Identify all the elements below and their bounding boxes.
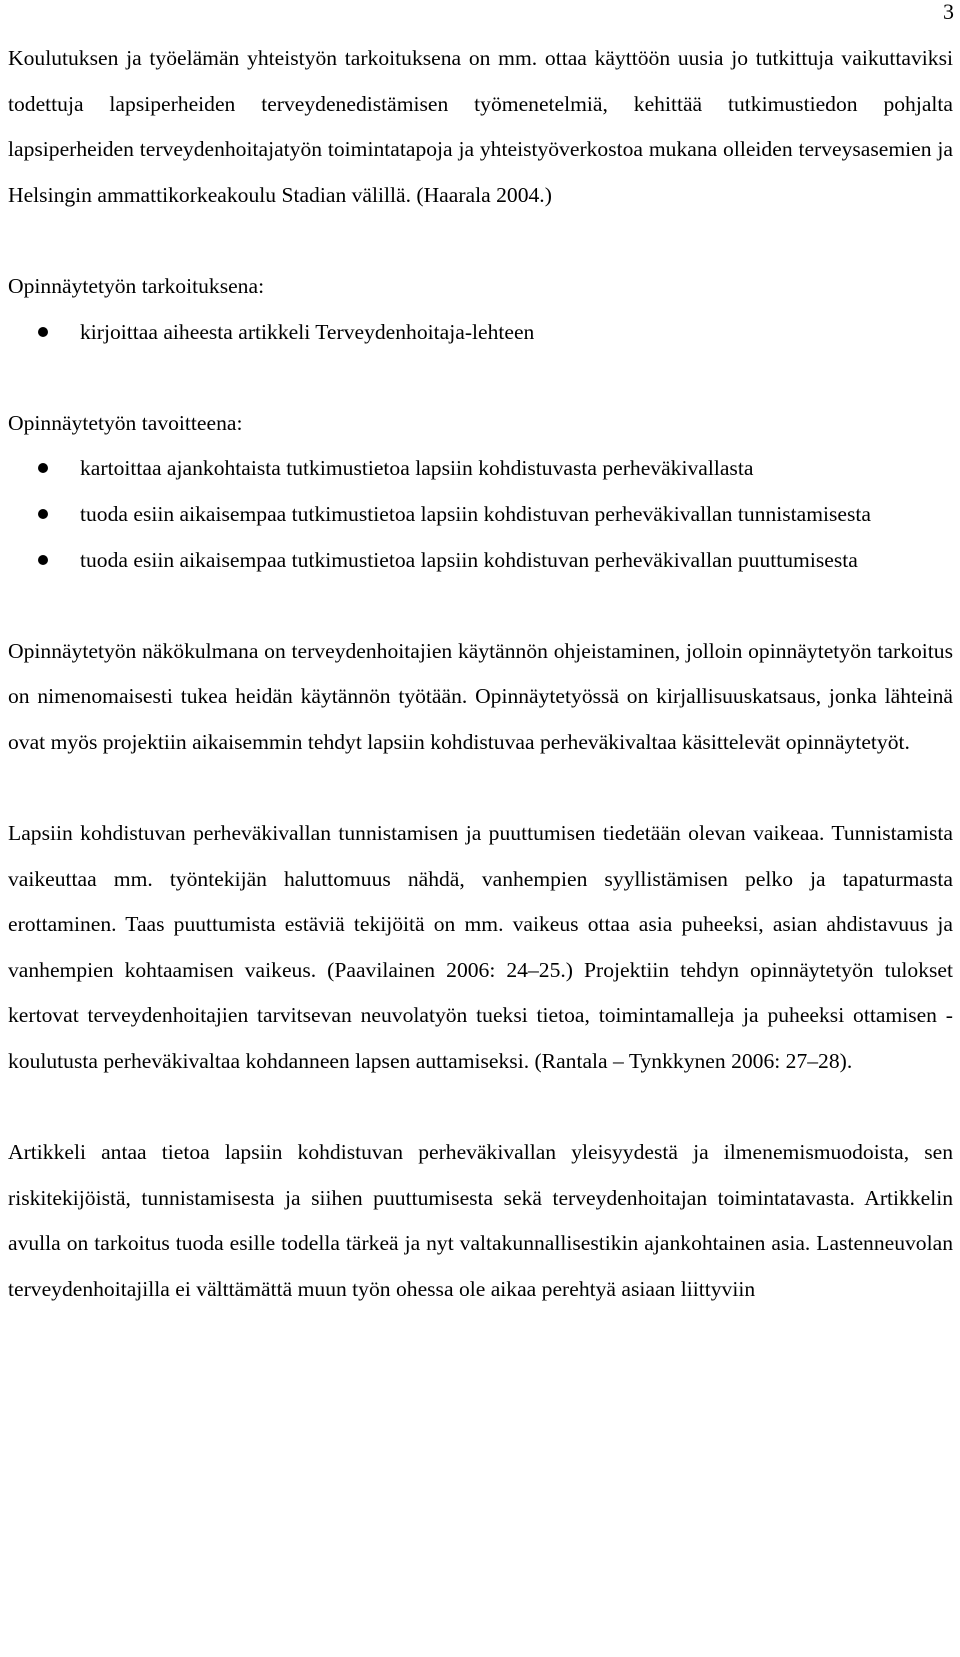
- paragraph-gap: [8, 583, 953, 629]
- paragraph-intro: Koulutuksen ja työelämän yhteistyön tarkoituksena on mm. ottaa käyttöön uusia jo tutkittuja vaikuttaviksi todettuja lapsiperheiden terveydenedistämisen työmenetelmiä, kehittää tutkimustiedon pohjalta lapsiperheiden terveydenhoitajatyön toimintatapoja ja yhteistyöverkostoa mukana olleiden terveysasemien ja Helsingin ammattikorkeakoulu Stadian välillä. (Haarala 2004.): [8, 46, 953, 207]
- goal-heading: Opinnäytetyön tavoitteena:: [8, 410, 243, 435]
- paragraph-article: Artikkeli antaa tietoa lapsiin kohdistuvan perheväkivallan yleisyydestä ja ilmenemismuodoista, sen riskitekijöistä, tunnistamisesta ja siihen puuttumisesta sekä terveydenhoitajan toimintatavasta. Artikkelin avulla on tarkoitus tuoda esille todella tärkeä ja nyt valtakunnallisestikin ajankohtainen asia. Lastenneuvolan terveydenhoitajilla ei välttämättä muun työn ohessa ole aikaa perehtyä asiaan liittyviin: [8, 1140, 953, 1302]
- list-item: [8, 538, 953, 584]
- bullet-icon: [38, 509, 48, 519]
- paragraph-gap: [8, 218, 953, 264]
- document-body: [8, 36, 953, 1313]
- list-item-text: kartoittaa ajankohtaista tutkimustietoa lapsiin kohdistuvasta perheväkivallasta: [80, 456, 754, 481]
- list-item-text: kirjoittaa aiheesta artikkeli Terveydenhoitaja-lehteen: [80, 319, 535, 344]
- list-item-text: tuoda esiin aikaisempaa tutkimustietoa lapsiin kohdistuvan perheväkivallan puuttumisesta: [80, 547, 858, 572]
- list-item: [8, 446, 953, 492]
- purpose-heading: Opinnäytetyön tarkoituksena:: [8, 273, 265, 298]
- bullet-icon: [38, 555, 48, 565]
- paragraph-gap: [8, 355, 953, 401]
- list-item: [8, 492, 953, 538]
- list-item-text: tuoda esiin aikaisempaa tutkimustietoa lapsiin kohdistuvan perheväkivallan tunnistamisesta: [80, 501, 871, 526]
- paragraph-gap: [8, 766, 953, 812]
- page-number: 3: [943, 0, 954, 24]
- list-item: [8, 310, 953, 356]
- purpose-list: [8, 310, 953, 356]
- paragraph-perspective: Opinnäytetyön näkökulmana on terveydenhoitajien käytännön ohjeistaminen, jolloin opinnäytetyön tarkoitus on nimenomaisesti tukea heidän käytännön työtään. Opinnäytetyössä on kirjallisuuskatsaus, jonka lähteinä ovat myös projektiin aikaisemmin tehdyt lapsiin kohdistuvaa perheväkivaltaa käsittelevät opinnäytetyöt.: [8, 638, 953, 754]
- paragraph-difficulty: Lapsiin kohdistuvan perheväkivallan tunnistamisen ja puuttumisen tiedetään olevan vaikeaa. Tunnistamista vaikeuttaa mm. työntekijän haluttomuus nähdä, vanhempien syyllistämisen pelko ja tapaturmasta erottaminen. Taas puuttumista estäviä tekijöitä on mm. vaikeus ottaa asia puheeksi, asian ahdistavuus ja vanhempien kohtaamisen vaikeus. (Paavilainen 2006: 24–25.) Projektiin tehdyn opinnäytetyön tulokset kertovat terveydenhoitajien tarvitsevan neuvolatyön tueksi tietoa, toimintamalleja ja puheeksi ottamisen -koulutusta perheväkivaltaa kohdanneen lapsen auttamiseksi. (Rantala – Tynkkynen 2006: 27–28).: [8, 821, 953, 1074]
- paragraph-gap: [8, 1085, 953, 1131]
- bullet-icon: [38, 463, 48, 473]
- bullet-icon: [38, 327, 48, 337]
- goal-list: [8, 446, 953, 583]
